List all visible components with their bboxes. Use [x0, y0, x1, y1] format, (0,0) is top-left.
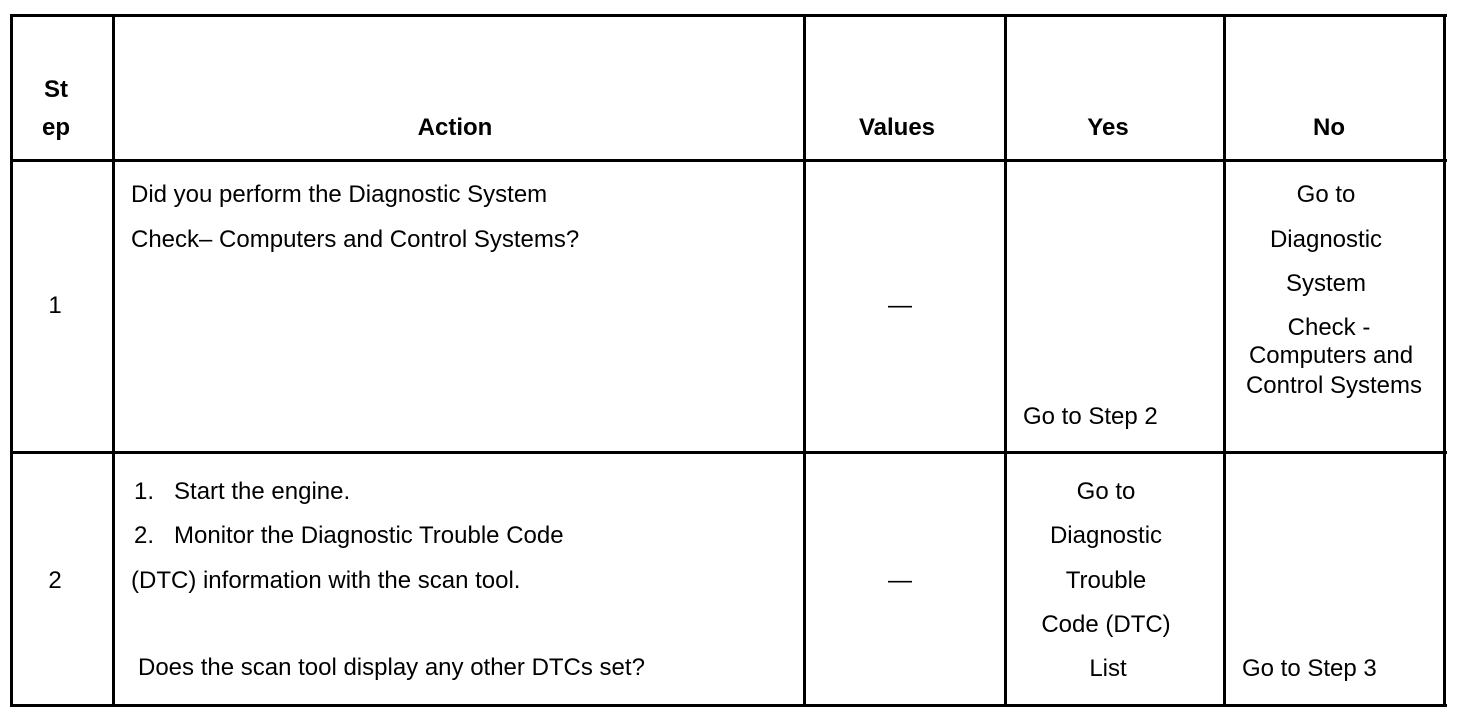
- action-text: Did you perform the Diagnostic System: [131, 181, 548, 208]
- value-dash: —: [888, 567, 912, 594]
- action-question: Does the scan tool display any other DTCs set?: [138, 654, 645, 681]
- table-border-bottom: [10, 704, 1447, 707]
- header-step-line2: ep: [41, 114, 71, 141]
- table-border-top: [10, 14, 1447, 17]
- no-result-line: Control Systems: [1245, 372, 1423, 399]
- col-divider-yes-no: [1223, 14, 1226, 707]
- step-number: 2: [48, 567, 62, 594]
- yes-result-line: List: [1089, 655, 1127, 682]
- step-number: 1: [48, 292, 62, 319]
- yes-result-line: Go to: [1076, 478, 1136, 505]
- no-result-line: Computers and: [1248, 342, 1414, 369]
- value-dash: —: [888, 292, 912, 319]
- yes-result-line: Trouble: [1065, 567, 1147, 594]
- yes-result-line: Code (DTC): [1041, 611, 1171, 638]
- header-divider: [10, 159, 1447, 162]
- table-border-left: [10, 14, 13, 707]
- header-yes: Yes: [1087, 114, 1129, 141]
- no-result-line: System: [1285, 270, 1367, 297]
- row-divider: [10, 451, 1447, 454]
- yes-result-line: Diagnostic: [1049, 522, 1163, 549]
- action-text: (DTC) information with the scan tool.: [131, 567, 521, 594]
- action-text: Check– Computers and Control Systems?: [131, 226, 580, 253]
- action-list-item: 2. Monitor the Diagnostic Trouble Code: [134, 522, 564, 549]
- no-result-line: Diagnostic: [1269, 226, 1383, 253]
- header-no: No: [1313, 114, 1345, 141]
- header-values: Values: [858, 114, 936, 141]
- col-divider-step-action: [112, 14, 115, 707]
- header-step-line1: St: [44, 76, 68, 103]
- col-divider-values-yes: [1004, 14, 1007, 707]
- header-action: Action: [417, 114, 493, 141]
- action-list-item: 1. Start the engine.: [134, 478, 351, 505]
- no-result-line: Check -: [1287, 314, 1371, 341]
- table-border-right: [1443, 14, 1446, 707]
- col-divider-action-values: [803, 14, 806, 707]
- no-result: Go to Step 3: [1242, 655, 1377, 682]
- yes-result: Go to Step 2: [1023, 403, 1158, 430]
- no-result-line: Go to: [1296, 181, 1356, 208]
